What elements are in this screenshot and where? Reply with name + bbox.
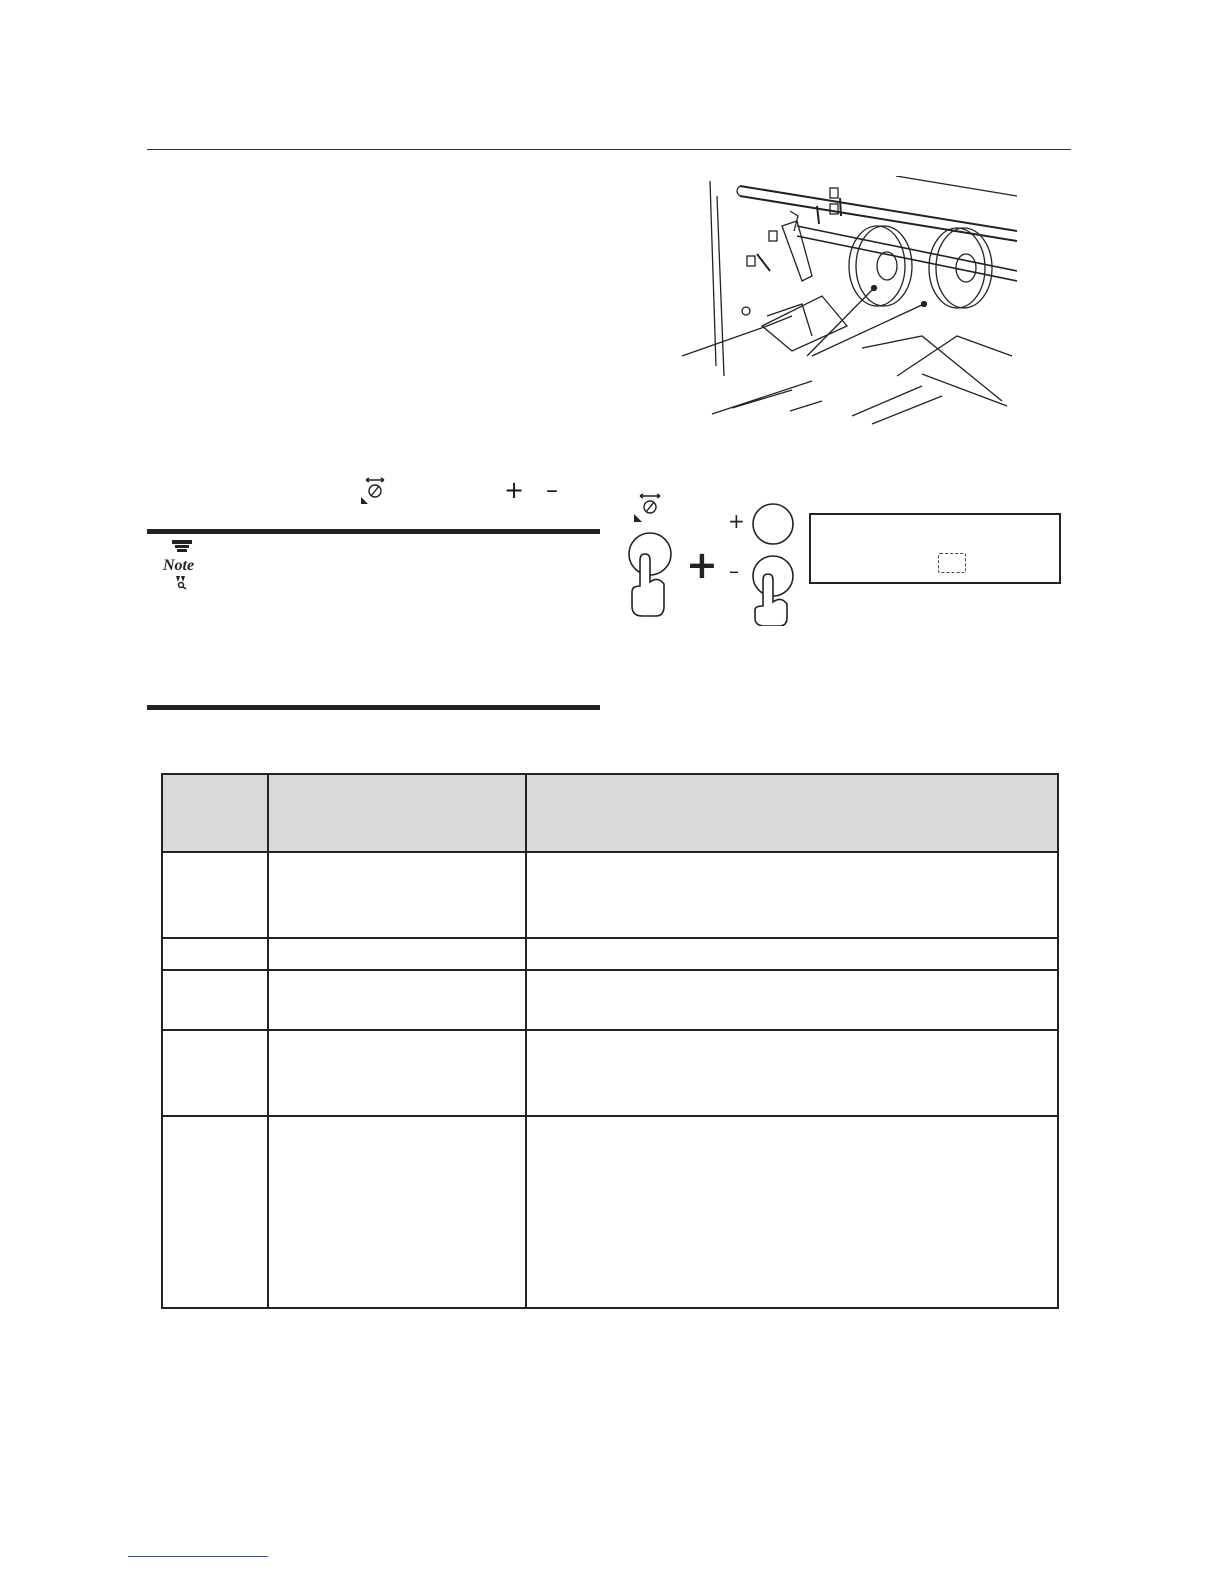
note-bottom-rule — [147, 705, 600, 710]
fold-adjust-icon — [358, 476, 388, 506]
lcd-display — [809, 513, 1061, 584]
table-header-cell — [162, 774, 268, 852]
table-cell — [162, 970, 268, 1030]
table-cell — [162, 852, 268, 938]
minus-symbol: – — [546, 476, 558, 504]
table-cell — [268, 970, 526, 1030]
table-row — [162, 1030, 1058, 1116]
table-cell — [162, 1030, 268, 1116]
button-press-diagram — [620, 486, 800, 626]
table-cell — [526, 970, 1058, 1030]
svg-text:+: + — [728, 509, 745, 533]
table-cell — [268, 852, 526, 938]
table-row — [162, 970, 1058, 1030]
table-header-row — [162, 774, 1058, 852]
roller-guide-illustration — [672, 176, 1028, 426]
note-top-rule — [147, 529, 600, 534]
svg-text:+: + — [686, 543, 718, 587]
table-cell — [526, 852, 1058, 938]
table-cell — [162, 938, 268, 970]
table-header-cell — [268, 774, 526, 852]
svg-text:–: – — [729, 559, 739, 583]
table-cell — [268, 938, 526, 970]
table-row — [162, 1116, 1058, 1308]
table-row — [162, 852, 1058, 938]
svg-text:Note: Note — [163, 557, 195, 574]
inline-symbols-row — [358, 476, 568, 506]
display-segment — [938, 553, 966, 573]
table-cell — [526, 1030, 1058, 1116]
table-cell — [268, 1116, 526, 1308]
header-rule — [147, 149, 1071, 150]
plus-symbol: + — [504, 476, 525, 504]
footer-link-underline[interactable] — [128, 1556, 268, 1557]
table-cell — [526, 938, 1058, 970]
note-icon — [160, 540, 206, 590]
table-cell — [268, 1030, 526, 1116]
table-row — [162, 938, 1058, 970]
table-cell — [162, 1116, 268, 1308]
table-header-cell — [526, 774, 1058, 852]
spec-table — [161, 773, 1059, 1309]
table-cell — [526, 1116, 1058, 1308]
